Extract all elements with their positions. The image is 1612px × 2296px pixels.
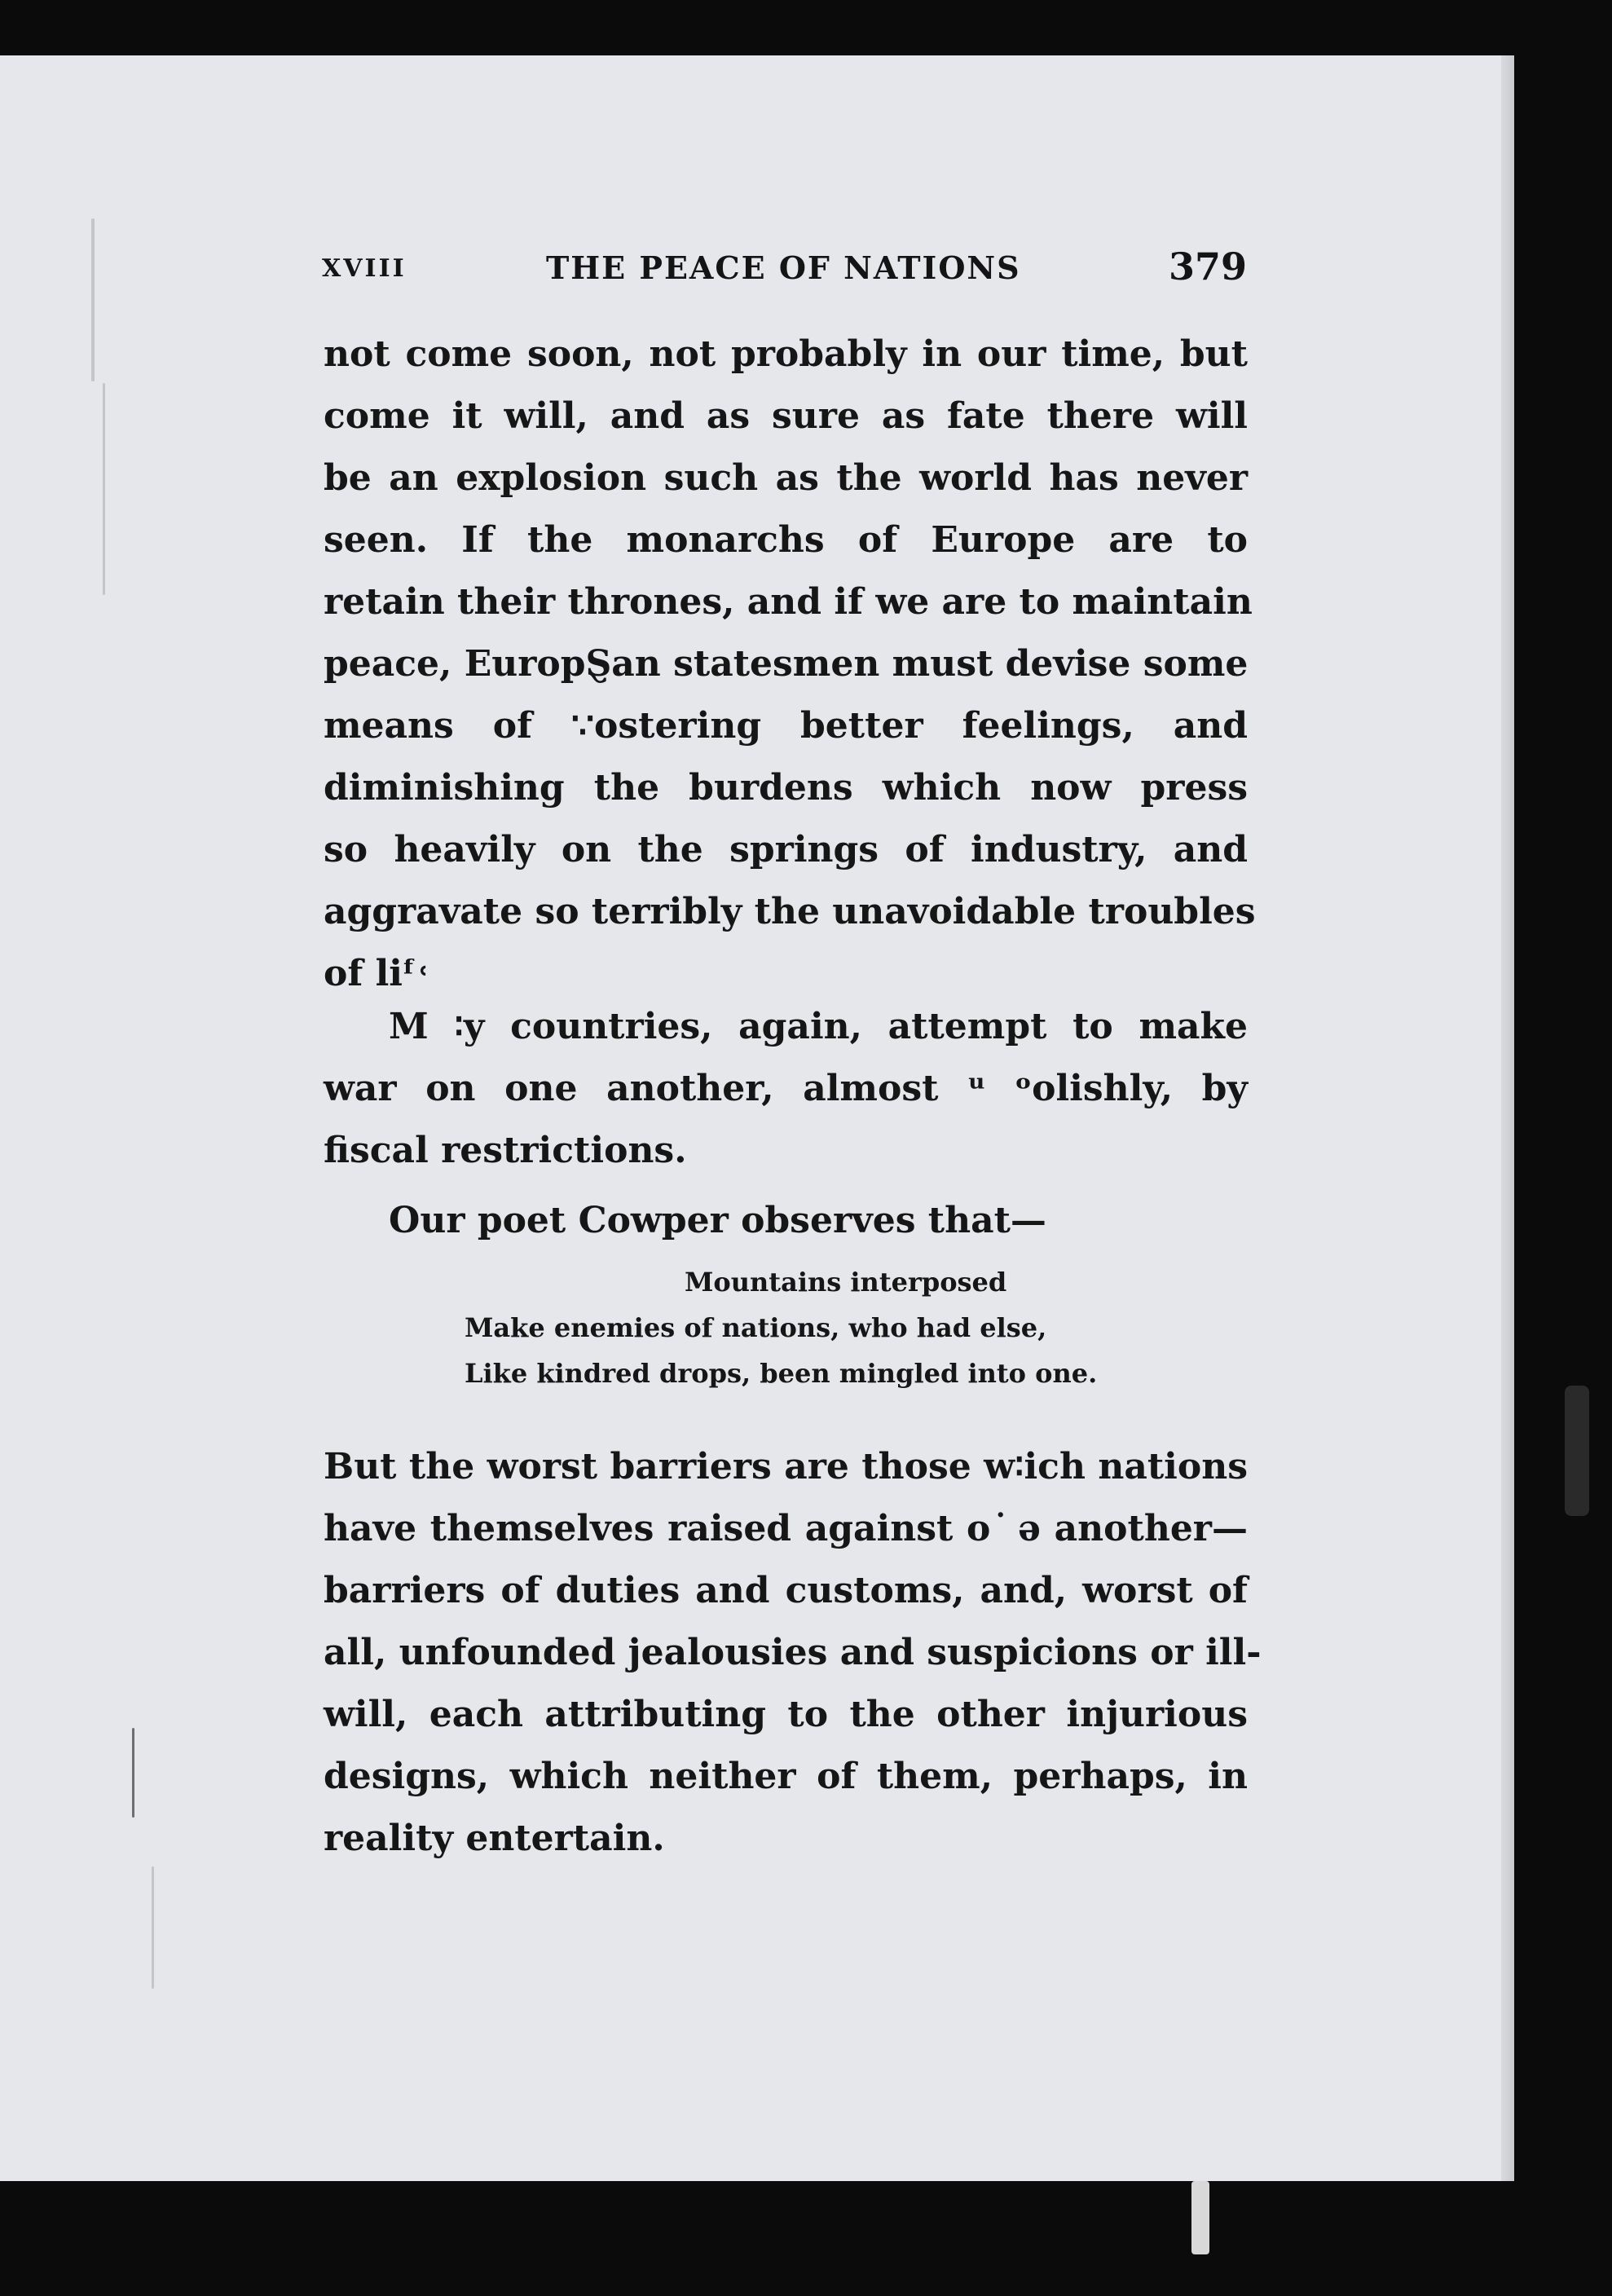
running-header	[322, 245, 1247, 289]
scan-artifact	[1565, 1386, 1589, 1516]
text-line: so heavily on the springs of industry, and	[324, 829, 1248, 870]
text-line: be an explosion such as the world has never	[324, 457, 1248, 499]
text-line: designs, which neither of them, perhaps, in	[324, 1756, 1248, 1797]
text-line: have themselves raised against o˙ ə another—	[324, 1508, 1248, 1549]
text-line: reality entertain.	[324, 1818, 665, 1859]
scan-artifact	[1191, 2181, 1209, 2254]
text-line: peace, EuropⱾan statesmen must devise some	[324, 643, 1249, 685]
text-line: retain their thrones, and if we are to maintain	[324, 581, 1253, 623]
chapter-number: XVIII	[322, 254, 407, 283]
text-line: aggravate so terribly the unavoidable troubles	[324, 891, 1256, 932]
text-line: M ∶y countries, again, attempt to make	[389, 1006, 1248, 1047]
verse-line: Make enemies of nations, who had else,	[465, 1312, 1047, 1343]
paragraph-3	[324, 1190, 1248, 1252]
paragraph-1	[324, 324, 1256, 1005]
paragraph-2	[324, 996, 1248, 1182]
text-line: seen. If the monarchs of Europe are to	[324, 519, 1248, 561]
text-line: war on one another, almost ᵘ ᵒolishly, by	[324, 1068, 1248, 1109]
binding-mark	[132, 1728, 134, 1818]
text-line: diminishing the burdens which now press	[324, 767, 1248, 809]
binding-mark	[152, 1866, 154, 1989]
text-line: of liᶠ˓	[324, 953, 430, 994]
text-line: come it will, and as sure as fate there will	[324, 395, 1248, 437]
paragraph-4	[324, 1436, 1262, 1870]
text-line: not come soon, not probably in our time, but	[324, 333, 1248, 375]
verse-line: Mountains interposed	[685, 1267, 1007, 1298]
text-line: Our poet Cowper observes that—	[389, 1200, 1046, 1241]
running-title: THE PEACE OF NATIONS	[546, 249, 1021, 286]
text-line: But the worst barriers are those w∶ich nations	[324, 1446, 1248, 1487]
binding-mark	[103, 383, 105, 595]
text-line: will, each attributing to the other injurious	[324, 1694, 1248, 1735]
binding-mark	[91, 218, 95, 381]
text-line: barriers of duties and customs, and, worst of	[324, 1570, 1248, 1611]
text-line: all, unfounded jealousies and suspicions or ill-	[324, 1632, 1262, 1673]
verse-quotation	[465, 1259, 1157, 1396]
text-line: means of ∵ostering better feelings, and	[324, 705, 1248, 747]
page-number: 379	[1168, 245, 1247, 289]
page-edge-shadow	[1501, 55, 1514, 2181]
text-line: fiscal restrictions.	[324, 1130, 687, 1171]
verse-line: Like kindred drops, been mingled into one.	[465, 1358, 1098, 1389]
